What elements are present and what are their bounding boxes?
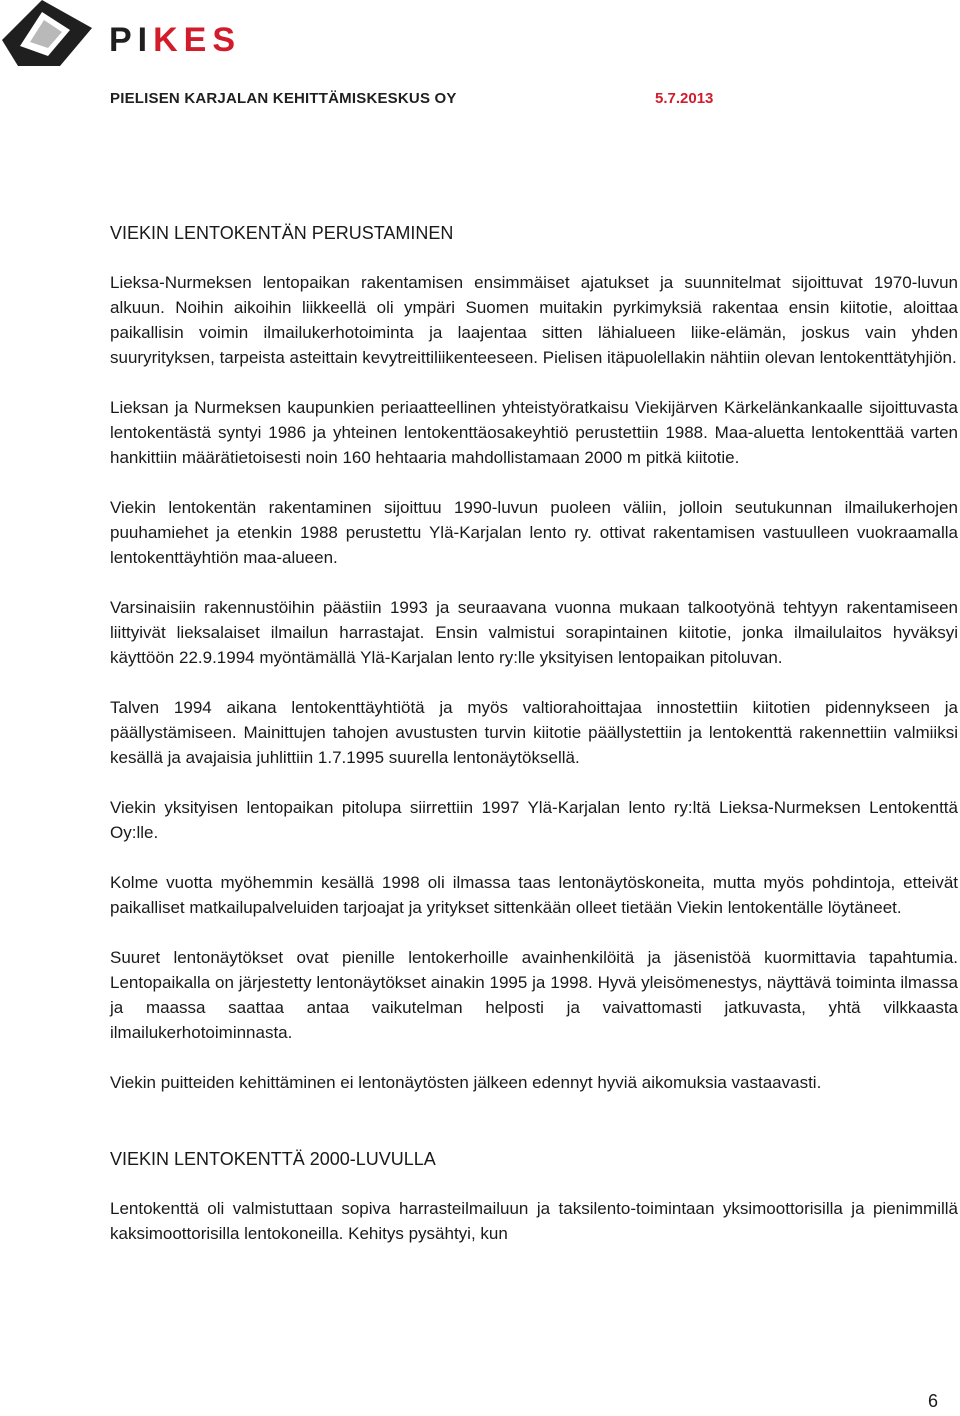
paragraph: Talven 1994 aikana lentokenttäyhtiötä ja myös valtiorahoittajaa innostettiin kiitotien pidennykseen ja päällystämiseen. Mainittujen tahojen avustusten turvin kiitotie päällystettiin ja lentokenttä rakennettiin valmiiksi kesällä ja avajaisia juhlittiin 1.7.1995 suurella lentonäytöksellä.	[110, 698, 958, 767]
document-date: 5.7.2013	[655, 90, 714, 107]
page-number: 6	[927, 1391, 938, 1411]
paragraph: Lentokenttä oli valmistuttaan sopiva harrasteilmailuun ja taksilento-toimintaan yksimoottorisilla ja pienimmillä kaksimoottorisilla lentokoneilla. Kehitys pysähtyi, kun	[110, 1199, 958, 1243]
paragraph: Viekin lentokentän rakentaminen sijoittuu 1990-luvun puoleen väliin, jolloin seutukunnan ilmailukerhojen puuhamiehet ja etenkin 1988 perustettu Ylä-Karjalan lento ry. ottivat rakentamisen vastuulleen vuokraamalla lentokenttäyhtiön maa-alueen.	[110, 498, 958, 567]
paragraph: Suuret lentonäytökset ovat pienille lentokerhoille avainhenkilöitä ja jäsenistöä kuormittavia tapahtumia. Lentopaikalla on järjestetty lentonäytökset ainakin 1995 ja 1998. Hyvä yleisömenestys, näyttävä toiminta ilmassa ja maassa saattaa antaa vaikutelman helposti ja vaivattomasti jatkuvasta, yhtä vilkkaasta ilmailukerhotoiminnasta.	[110, 948, 958, 1042]
brand-name-part1: PI	[109, 21, 154, 59]
section-heading: VIEKIN LENTOKENTTÄ 2000-LUVULLA	[110, 1149, 436, 1169]
organization-name: PIELISEN KARJALAN KEHITTÄMISKESKUS OY	[110, 90, 457, 107]
paragraph: Varsinaisiin rakennustöihin päästiin 1993 ja seuraavana vuonna mukaan talkootyönä tehtyyn rakentamiseen liittyivät lieksalaiset ilmailun harrastajat. Ensin valmistui sorapintainen kiitotie, jonka ilmailulaitos hyväksyi käyttöön 22.9.1994 myöntämällä Ylä-Karjalan lento ry:lle yksityisen lentopaikan pitoluvan.	[110, 598, 958, 667]
document-body	[110, 221, 958, 1271]
brand-name	[109, 22, 241, 58]
paragraph: Viekin puitteiden kehittäminen ei lentonäytösten jälkeen edennyt hyviä aikomuksia vastaavasti.	[110, 1073, 822, 1092]
paragraph: Lieksan ja Nurmeksen kaupunkien periaatteellinen yhteistyöratkaisu Viekijärven Kärkelänkankaalle sijoittuvasta lentokentästä syntyi 1986 ja yhteinen lentokenttäosakeyhtiö perustettiin 1988. Maa-aluetta lentokenttää varten hankittiin määrätietoisesti noin 160 hehtaaria mahdollistamaan 2000 m pitkä kiitotie.	[110, 398, 958, 467]
pikes-logo-icon	[0, 0, 92, 82]
section-heading: VIEKIN LENTOKENTÄN PERUSTAMINEN	[110, 223, 454, 243]
brand-name-part2: KES	[153, 21, 242, 59]
paragraph: Kolme vuotta myöhemmin kesällä 1998 oli ilmassa taas lentonäytöskoneita, mutta myös pohdintoja, etteivät paikalliset matkailupalveluiden tarjoajat ja yritykset sittenkään olleet tietään Viekin lentokentälle löytäneet.	[110, 873, 958, 917]
paragraph: Viekin yksityisen lentopaikan pitolupa siirrettiin 1997 Ylä-Karjalan lento ry:ltä Lieksa-Nurmeksen Lentokenttä Oy:lle.	[110, 798, 958, 842]
paragraph: Lieksa-Nurmeksen lentopaikan rakentamisen ensimmäiset ajatukset ja suunnitelmat sijoittuvat 1970-luvun alkuun. Noihin aikoihin liikkeellä oli ympäri Suomen muitakin pyrkimyksiä rakentaa ensin kiitotie, aloittaa paikallisin voimin ilmailukerhotoiminta ja laajentaa sitten lähialueen liike-elämän, joskus vain yhden suuryrityksen, tarpeista asteittain kevytreittiliikenteeseen. Pielisen itäpuolellakin nähtiin olevan lentokenttätyhjiön.	[110, 273, 958, 367]
